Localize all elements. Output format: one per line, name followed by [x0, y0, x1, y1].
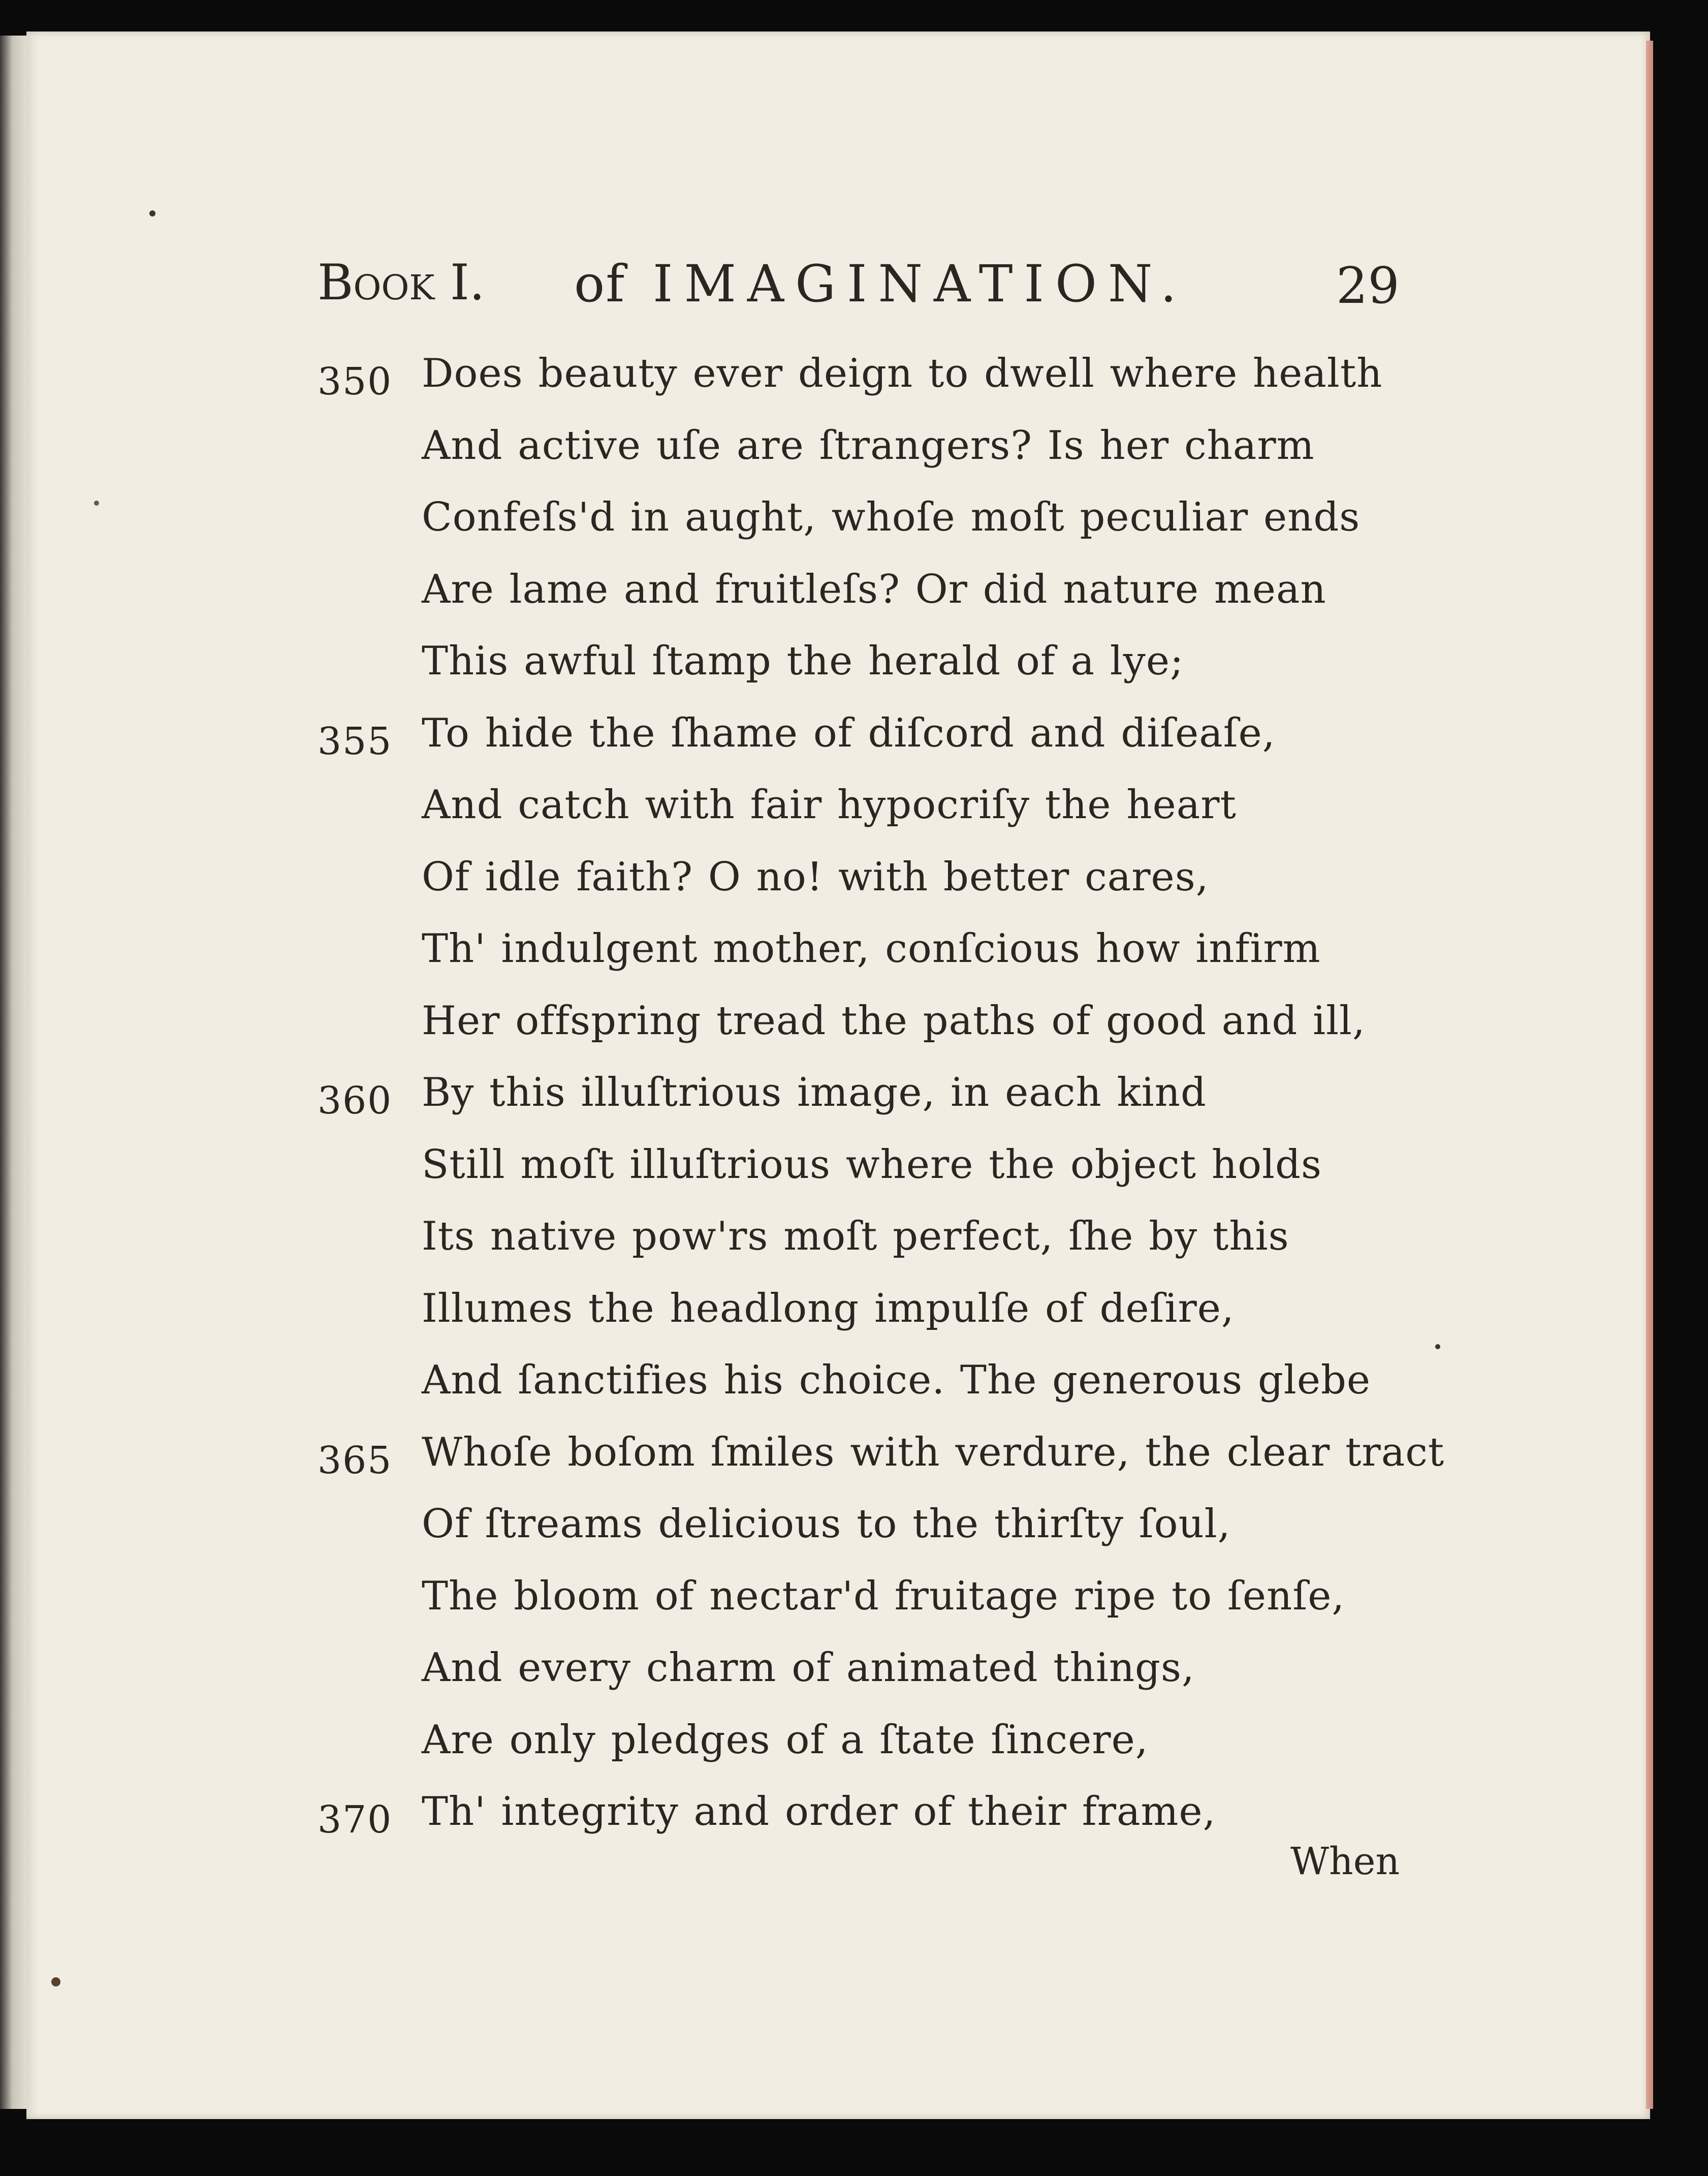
speck-mark — [94, 501, 99, 506]
line-text: And every charm of animated things, — [422, 1645, 1195, 1691]
line-text: To hide the ſhame of diſcord and diſeaſe, — [422, 710, 1276, 756]
line-text: Does beauty ever deign to dwell where health — [422, 351, 1383, 396]
line-text: Its native pow'rs moſt perfect, ſhe by this — [422, 1214, 1289, 1259]
running-title-of: of — [574, 254, 626, 314]
line-text: And ſanctifies his choice. The generous glebe — [422, 1357, 1371, 1403]
line-text: Of idle faith? O no! with better cares, — [422, 854, 1209, 900]
line-text: And catch with fair hypocriſy the heart — [422, 782, 1237, 828]
book-label: Book I. — [318, 254, 485, 311]
line-text: By this illuſtrious image, in each kind — [422, 1070, 1207, 1115]
line-text: The bloom of nectar'd fruitage ripe to ſenſe, — [422, 1573, 1345, 1619]
line-number: 360 — [318, 1079, 393, 1123]
line-text: Of ſtreams delicious to the thirſty ſoul, — [422, 1501, 1231, 1547]
line-number: 350 — [318, 360, 393, 403]
line-number: 365 — [318, 1438, 393, 1482]
line-text: Th' indulgent mother, conſcious how infirm — [422, 926, 1321, 972]
line-text: Are only pledges of a ſtate ſincere, — [422, 1717, 1149, 1763]
line-number: 355 — [318, 719, 393, 763]
speck-mark — [51, 1977, 60, 1986]
line-text: Th' integrity and order of their frame, — [422, 1789, 1216, 1835]
line-text: Still moſt illuſtrious where the object holds — [422, 1141, 1322, 1188]
catchword: When — [1290, 1840, 1400, 1883]
line-text: Are lame and fruitleſs? Or did nature mean — [422, 566, 1326, 612]
line-text: Confeſs'd in aught, whoſe moſt peculiar ends — [422, 494, 1361, 540]
line-number: 370 — [318, 1798, 393, 1842]
line-text: And active uſe are ſtrangers? Is her charm — [422, 422, 1315, 469]
running-title-main: IMAGINATION. — [653, 254, 1188, 314]
speck-mark — [149, 210, 155, 216]
line-text: Her offspring tread the paths of good and ill, — [422, 998, 1366, 1044]
line-text: Illumes the headlong impulſe of deſire, — [422, 1285, 1235, 1331]
page-number: 29 — [1336, 257, 1400, 315]
speck-mark — [1435, 1344, 1440, 1349]
line-text: This awful ſtamp the herald of a lye; — [422, 638, 1184, 684]
line-text: Whoſe boſom ſmiles with verdure, the clear tract — [422, 1429, 1445, 1475]
